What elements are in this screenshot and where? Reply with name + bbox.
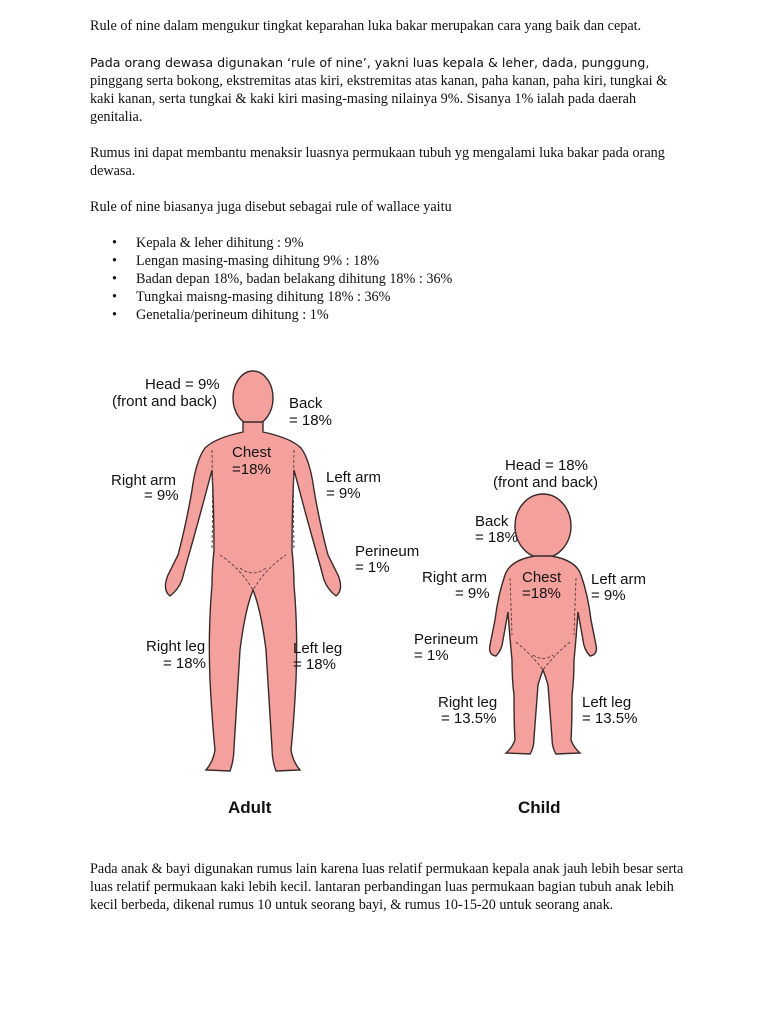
paragraph-wallace: Rule of nine biasanya juga disebut sebagai rule of wallace yaitu <box>90 199 452 215</box>
child-perineum-value: = 1% <box>414 647 449 664</box>
rule-of-nine-figure <box>0 350 768 830</box>
child-right-arm-label: Right arm <box>422 569 488 586</box>
adult-back-label: Back <box>289 395 323 412</box>
child-perineum-label: Perineum <box>414 631 479 648</box>
adult-left-leg-value: = 18% <box>293 656 336 673</box>
paragraph-adult-rule-line1: Pada orang dewasa digunakan ‘rule of nine’, yakni luas kepala & leher, dada, punggung, <box>90 55 650 70</box>
adult-perineum-label: Perineum <box>355 543 420 560</box>
adult-chest-label: Chest <box>232 444 272 461</box>
adult-right-arm-label: Right arm <box>111 472 177 489</box>
rule-bullet-list <box>112 234 452 324</box>
paragraph-adult-rule-rest: pinggang serta bokong, ekstremitas atas kiri, ekstremitas atas kanan, paha kanan, paha kiri, tungkai & kaki kanan, serta tungkai & kaki kiri masing-masing nilainya 9%. Sisanya 1% ialah pada daerah genitalia. <box>90 73 668 125</box>
adult-body-diagram <box>165 371 343 771</box>
adult-head-label-sub: (front and back) <box>112 393 218 410</box>
child-left-leg-label: Left leg <box>582 694 632 711</box>
child-back-label: Back <box>475 513 509 530</box>
child-head-label-sub: (front and back) <box>493 474 599 491</box>
child-caption: Child <box>518 798 561 817</box>
paragraph-child-rule: Pada anak & bayi digunakan rumus lain karena luas relatif permukaan kepala anak jauh lebih besar serta luas relatif permukaan kaki lebih kecil. lantaran perbandingan luas permukaan bagian tubuh anak lebih kecil berbeda, dikenal rumus 10 untuk seorang bayi, & rumus 10-15-20 untuk seorang anak. <box>90 861 684 913</box>
adult-head <box>233 371 273 425</box>
adult-right-leg-label: Right leg <box>146 638 206 655</box>
child-right-leg-label: Right leg <box>438 694 498 711</box>
child-chest-value: =18% <box>522 585 561 602</box>
paragraph-adult-rule <box>90 54 690 126</box>
list-item: • Tungkai maisng-masing dihitung 18% : 36% <box>112 288 452 306</box>
child-left-leg-value: = 13.5% <box>582 710 638 727</box>
child-right-leg-value: = 13.5% <box>441 710 497 727</box>
adult-chest-value: =18% <box>232 461 271 478</box>
paragraph-usage: Rumus ini dapat membantu menaksir luasnya permukaan tubuh yg mengalami luka bakar pada orang dewasa. <box>90 145 665 179</box>
child-back-value: = 18% <box>475 529 518 546</box>
child-head-label: Head = 18% <box>505 457 588 474</box>
adult-left-leg-label: Left leg <box>293 640 343 657</box>
adult-caption: Adult <box>228 798 272 817</box>
child-chest-label: Chest <box>522 569 562 586</box>
adult-back-value: = 18% <box>289 412 332 429</box>
list-item: • Badan depan 18%, badan belakang dihitung 18% : 36% <box>112 270 452 288</box>
adult-perineum-value: = 1% <box>355 559 390 576</box>
child-head <box>515 494 571 558</box>
adult-left-arm-label: Left arm <box>326 469 382 486</box>
adult-right-leg-value: = 18% <box>163 655 206 672</box>
list-item: • Kepala & leher dihitung : 9% <box>112 234 452 252</box>
child-left-arm-label: Left arm <box>591 571 647 588</box>
paragraph-intro: Rule of nine dalam mengukur tingkat keparahan luka bakar merupakan cara yang baik dan cepat. <box>90 18 642 34</box>
list-item: • Lengan masing-masing dihitung 9% : 18% <box>112 252 452 270</box>
child-left-arm-value: = 9% <box>591 587 626 604</box>
adult-right-arm-value: = 9% <box>144 487 179 504</box>
adult-left-arm-value: = 9% <box>326 485 361 502</box>
adult-head-label: Head = 9% <box>145 376 220 393</box>
child-right-arm-value: = 9% <box>455 585 490 602</box>
list-item: • Genetalia/perineum dihitung : 1% <box>112 306 452 324</box>
